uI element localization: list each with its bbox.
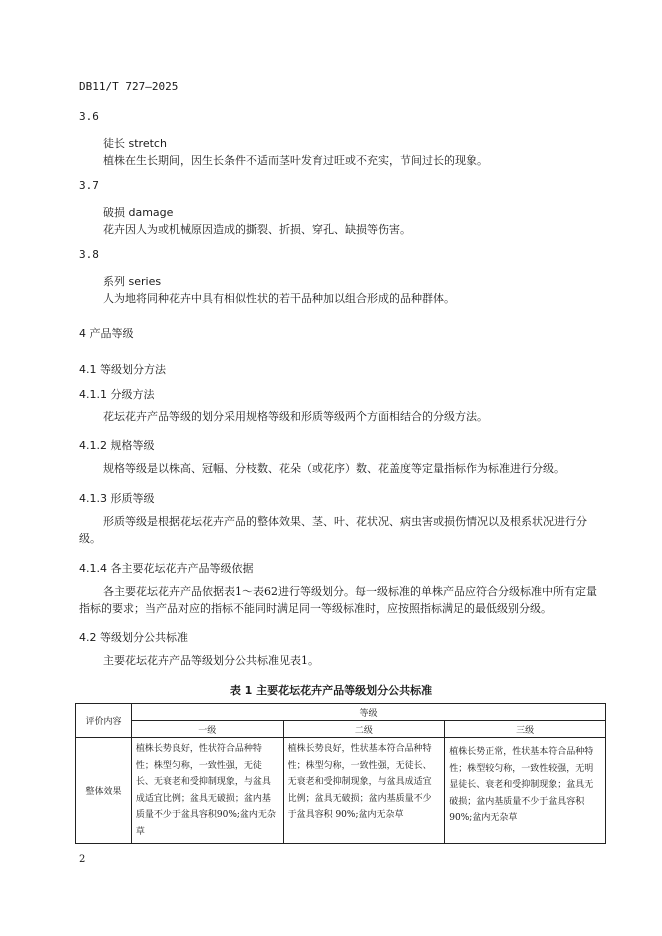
term-title: 徒长 stretch — [103, 137, 167, 150]
paragraph: 规格等级是以株高、冠幅、分枝数、花朵（或花序）数、花盖度等定量指标作为标准进行分级。 — [103, 462, 565, 475]
table-header-eval: 评价内容 — [76, 704, 132, 738]
standard-code: DB11/T 727—2025 — [79, 80, 179, 93]
subsection-heading: 4.1.2 规格等级 — [79, 439, 155, 452]
term-number: 3.6 — [79, 110, 99, 123]
table-header-grade-3: 三级 — [445, 721, 606, 738]
table-cell: 植株长势良好，性状基本符合品种特性；株型匀称，一致性强，无徒长、无衰老和受抑制现象，与盆具成适宜比例；盆具无破损；盆内基质量不少于盆具容积 90%;盆内无杂草 — [283, 738, 445, 844]
grade-table — [75, 703, 606, 844]
table-header-grade-2: 二级 — [283, 721, 445, 738]
paragraph: 主要花坛花卉产品等级划分公共标准见表1。 — [103, 654, 319, 667]
paragraph: 各主要花坛花卉产品依据表1～表62进行等级划分。每一级标准的单株产品应符合分级标准中所有定量指标的要求；当产品对应的指标不能同时满足同一等级标准时，应按照指标满足的最低级别分级。 — [79, 585, 597, 615]
subsection-heading: 4.2 等级划分公共标准 — [79, 631, 188, 644]
table-header-grade-1: 一级 — [131, 721, 283, 738]
table-cell: 植株长势良好，性状符合品种特性；株型匀称，一致性强，无徒长、无衰老和受抑制现象，与盆具成适宜比例；盆具无破损；盆内基质量不少于盆具容积90%;盆内无杂草 — [131, 738, 283, 844]
table-caption: 表 1 主要花坛花卉产品等级划分公共标准 — [229, 684, 433, 697]
subsection-heading: 4.1.3 形质等级 — [79, 492, 155, 505]
term-definition: 植株在生长期间，因生长条件不适而茎叶发育过旺或不充实，节间过长的现象。 — [103, 154, 488, 167]
paragraph: 花坛花卉产品等级的划分采用规格等级和形质等级两个方面相结合的分级方法。 — [103, 410, 488, 423]
term-number: 3.8 — [79, 248, 99, 261]
table-cell: 植株长势正常，性状基本符合品种特性；株型较匀称，一致性较强，无明显徒长、衰老和受抑制现象；盆具无破损；盆内基质量不少于盆具容积90%;盆内无杂草 — [445, 738, 606, 844]
term-definition: 花卉因人为或机械原因造成的撕裂、折损、穿孔、缺损等伤害。 — [103, 223, 411, 236]
term-number: 3.7 — [79, 179, 99, 192]
table-row-label: 整体效果 — [76, 738, 132, 844]
subsection-heading: 4.1.4 各主要花坛花卉产品等级依据 — [79, 562, 254, 575]
section-heading: 4 产品等级 — [79, 327, 134, 340]
table-header-grade: 等级 — [131, 704, 605, 721]
page-number: 2 — [79, 854, 86, 865]
paragraph: 形质等级是根据花坛花卉产品的整体效果、茎、叶、花状况、病虫害或损伤情况以及根系状况进行分级。 — [79, 515, 587, 545]
subsection-heading: 4.1.1 分级方法 — [79, 388, 155, 401]
term-definition: 人为地将同种花卉中具有相似性状的若干品种加以组合形成的品种群体。 — [103, 292, 455, 305]
subsection-heading: 4.1 等级划分方法 — [79, 363, 166, 376]
table-row — [76, 738, 606, 844]
term-title: 系列 series — [103, 275, 162, 288]
term-title: 破损 damage — [103, 206, 174, 219]
